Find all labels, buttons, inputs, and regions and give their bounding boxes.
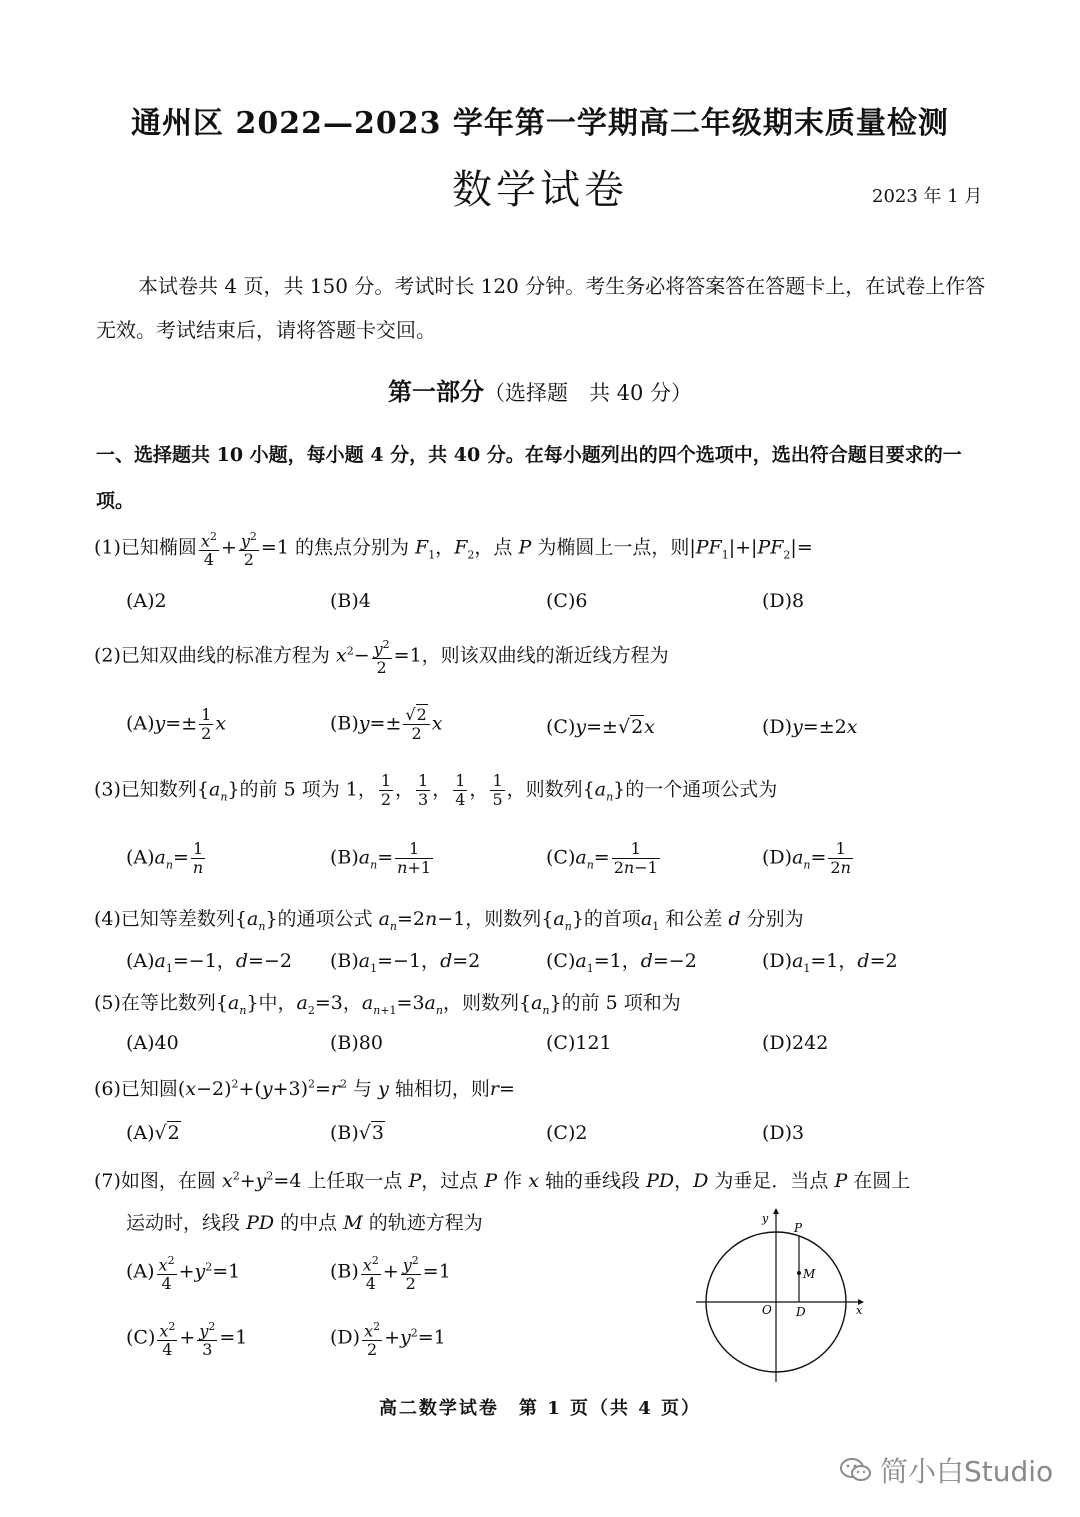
label-y: y [762, 1212, 769, 1225]
q1-prefix: (1)已知椭圆 [94, 536, 197, 559]
q7-option-a: (A) $\frac{x^2}{4}$ $+y^2=1$ [126, 1254, 241, 1294]
q4-option-d: $(D)a_1=1$，d=2 [762, 950, 898, 975]
wechat-icon [838, 1456, 874, 1484]
q7-prefix: (7)如图，在圆 [94, 1170, 216, 1192]
q7-line2c: 的轨迹方程为 [368, 1212, 483, 1234]
question-7-line-2: 运动时，线段 PD 的中点 M 的轨迹方程为 [126, 1212, 483, 1234]
math: $\frac{y^2}{2}$ [240, 530, 257, 570]
q7-option-d: (D) $\frac{x^2}{2}$ $+y^2=1$ [330, 1320, 446, 1360]
question-5: (5)在等比数列$\{a_n\}$中，$a_2=3$，$a_{n+1}=3a_n$，则数列$\{a_n\}$的前 5 项和为 [94, 992, 681, 1017]
q4-option-a: $(A)a_1=-1$，d=−2 [126, 950, 292, 975]
q1-option-a: (A)2 [126, 590, 167, 612]
q7-end: 在圆上 [853, 1170, 911, 1192]
part-title: 第一部分 [387, 377, 484, 406]
label-p: P [794, 1221, 803, 1235]
watermark-text: 简小白Studio [880, 1455, 1054, 1488]
q6-option-d: (D)3 [762, 1122, 805, 1144]
q3-option-c: $(C)a_n=$ $\frac{1}{2n-1}$ [546, 839, 658, 877]
label-m: M [803, 1267, 816, 1281]
q7-mid3: 作 [503, 1170, 523, 1192]
q5-option-c: (C)121 [546, 1032, 612, 1054]
exam-instructions: 本试卷共 4 页，共 150 分。考试时长 120 分钟。考生务必将答案答在答题卡上，在试卷上作答无效。考试结束后，请将答题卡交回。 [96, 274, 986, 342]
exam-date: 2023 年 1 月 [872, 186, 983, 207]
q4-mid: 的通项公式 [277, 908, 373, 930]
q4-mid2: ，则数列 [465, 908, 542, 930]
math: $\frac{y^2}{2}$ [373, 638, 390, 678]
q3-prefix: (3)已知数列 [94, 778, 197, 801]
part-subtitle: （选择题 共 40 分） [483, 381, 693, 405]
q5-option-d: (D)242 [762, 1032, 829, 1054]
label-x: x [856, 1304, 863, 1317]
q7-option-b: (B) $\frac{x^2}{4}$ + $\frac{y^2}{2}$ =1 [330, 1254, 451, 1294]
q2-option-a: (A)y=± $\frac{1}{2}$ x [126, 705, 227, 743]
math: $\frac{x^2}{4}$ [200, 530, 217, 570]
q6-option-c: (C)2 [546, 1122, 588, 1144]
question-2: (2)已知双曲线的标准方程为 $x^2-$ $\frac{y^2}{2}$ =1，则该双曲线的渐近线方程为 [94, 638, 669, 678]
q2-option-d: (D)y=±2x [762, 716, 858, 738]
exam-subtitle: 数学试卷 [452, 167, 628, 213]
q7-circle-figure [692, 1206, 872, 1386]
exam-title: 通州区 2022—2023 学年第一学期高二年级期末质量检测 [131, 106, 949, 141]
y-axis-arrow [773, 1208, 779, 1214]
q3-end: 的一个通项公式为 [625, 778, 778, 801]
q3-option-d: $(D)a_n=$ $\frac{1}{2n}$ [762, 839, 851, 877]
q3-mid: 的前 5 项为 1， [239, 778, 377, 801]
q4-option-c: $(C)a_1=1$，d=−2 [546, 950, 697, 975]
part-heading [0, 372, 1080, 407]
watermark [838, 1450, 1053, 1490]
q4-option-b: $(B)a_1=-1$，d=2 [330, 950, 481, 975]
q7-mid: 上任取一点 [307, 1170, 403, 1192]
q2-prefix: (2)已知双曲线的标准方程为 [94, 644, 330, 667]
q5-option-b: (B)80 [330, 1032, 383, 1054]
label-d: D [796, 1305, 806, 1319]
q1-option-c: (C)6 [546, 590, 588, 612]
q1-rest2: 为椭圆上一点，则 [537, 536, 690, 559]
label-o: O [762, 1303, 772, 1317]
question-1: (1)已知椭圆 $\frac{x^2}{4}$ + $\frac{y^2}{2}$ =1 的焦点分别为 $F_1$，$F_2$，点 P 为椭圆上一点，则$|PF_1|+|PF_2|=$ [94, 530, 813, 570]
q5-end: 的前 5 项和为 [561, 992, 681, 1014]
q7-mid5: ， [674, 1170, 694, 1192]
q2-option-b: (B)y=± $\frac{√2}{2}$ x [330, 705, 443, 743]
question-3: (3)已知数列$\{a_n\}$的前 5 项为 1， $\frac{1}{2}$ ， $\frac{1}{3}$ ， $\frac{1}{4}$ ， $\frac{1}{5}$ ，则数列$\{a_n\}$的一个通项公式为 [94, 771, 778, 809]
section-instruction: 一、选择题共 10 小题，每小题 4 分，共 40 分。在每小题列出的四个选项中，选出符合题目要求的一项。 [96, 444, 962, 512]
question-7: (7)如图，在圆 $x^2+y^2=4$ 上任取一点 P，过点 P 作 x 轴的垂线段 PD，D 为垂足．当点 P 在圆上 [94, 1169, 911, 1192]
q7-line2a: 运动时，线段 [126, 1212, 241, 1234]
q4-end3: 分别为 [746, 908, 804, 930]
q1-mid: =1 的焦点分别为 [260, 536, 409, 559]
q6-mid: 与 [353, 1078, 373, 1100]
q7-mid6: 为垂足．当点 [714, 1170, 829, 1192]
point-m [797, 1271, 801, 1275]
q5-option-a: (A)40 [126, 1032, 179, 1054]
q7-mid4: 轴的垂线段 [545, 1170, 641, 1192]
q6-end: 轴相切，则 [394, 1078, 490, 1100]
q5-mid: 中， [258, 992, 297, 1014]
q1-end: = [796, 536, 813, 559]
q6-option-b: (B)√3 [330, 1122, 384, 1144]
q4-end2: 和公差 [665, 908, 723, 930]
q2-option-c: (C)y=±√2x [546, 716, 655, 738]
q2-end: =1，则该双曲线的渐近线方程为 [393, 644, 669, 667]
question-6: (6)已知圆$(x-2)^2+(y+3)^2=r^2$ 与 y 轴相切，则r= [94, 1077, 515, 1100]
q3-mid2: ，则数列 [506, 778, 583, 801]
q5-mid2: ，则数列 [442, 992, 519, 1014]
q7-line2b: 的中点 [280, 1212, 338, 1234]
q6-option-a: (A)√2 [126, 1122, 180, 1144]
question-4: (4)已知等差数列$\{a_n\}$的通项公式 $a_n=2n-1$，则数列$\{a_n\}$的首项$a_1$ 和公差 d 分别为 [94, 908, 804, 933]
q4-end: 的首项 [583, 908, 641, 930]
q1-option-d: (D)8 [762, 590, 805, 612]
q7-mid2: ，过点 [421, 1170, 479, 1192]
q3-option-a: $(A)a_n=$ $\frac{1}{n}$ [126, 839, 204, 877]
q5-prefix: (5)在等比数列 [94, 992, 216, 1014]
q1-rest: ，点 [474, 536, 513, 559]
q3-option-b: $(B)a_n=$ $\frac{1}{n+1}$ [330, 839, 432, 877]
page-footer: 高二数学试卷 第 1 页（共 4 页） [378, 1398, 702, 1419]
q6-prefix: (6)已知圆 [94, 1078, 178, 1100]
q7-option-c: (C) $\frac{x^2}{4}$ + $\frac{y^2}{3}$ =1 [126, 1320, 248, 1360]
q1-option-b: (B)4 [330, 590, 371, 612]
q4-prefix: (4)已知等差数列 [94, 908, 235, 930]
